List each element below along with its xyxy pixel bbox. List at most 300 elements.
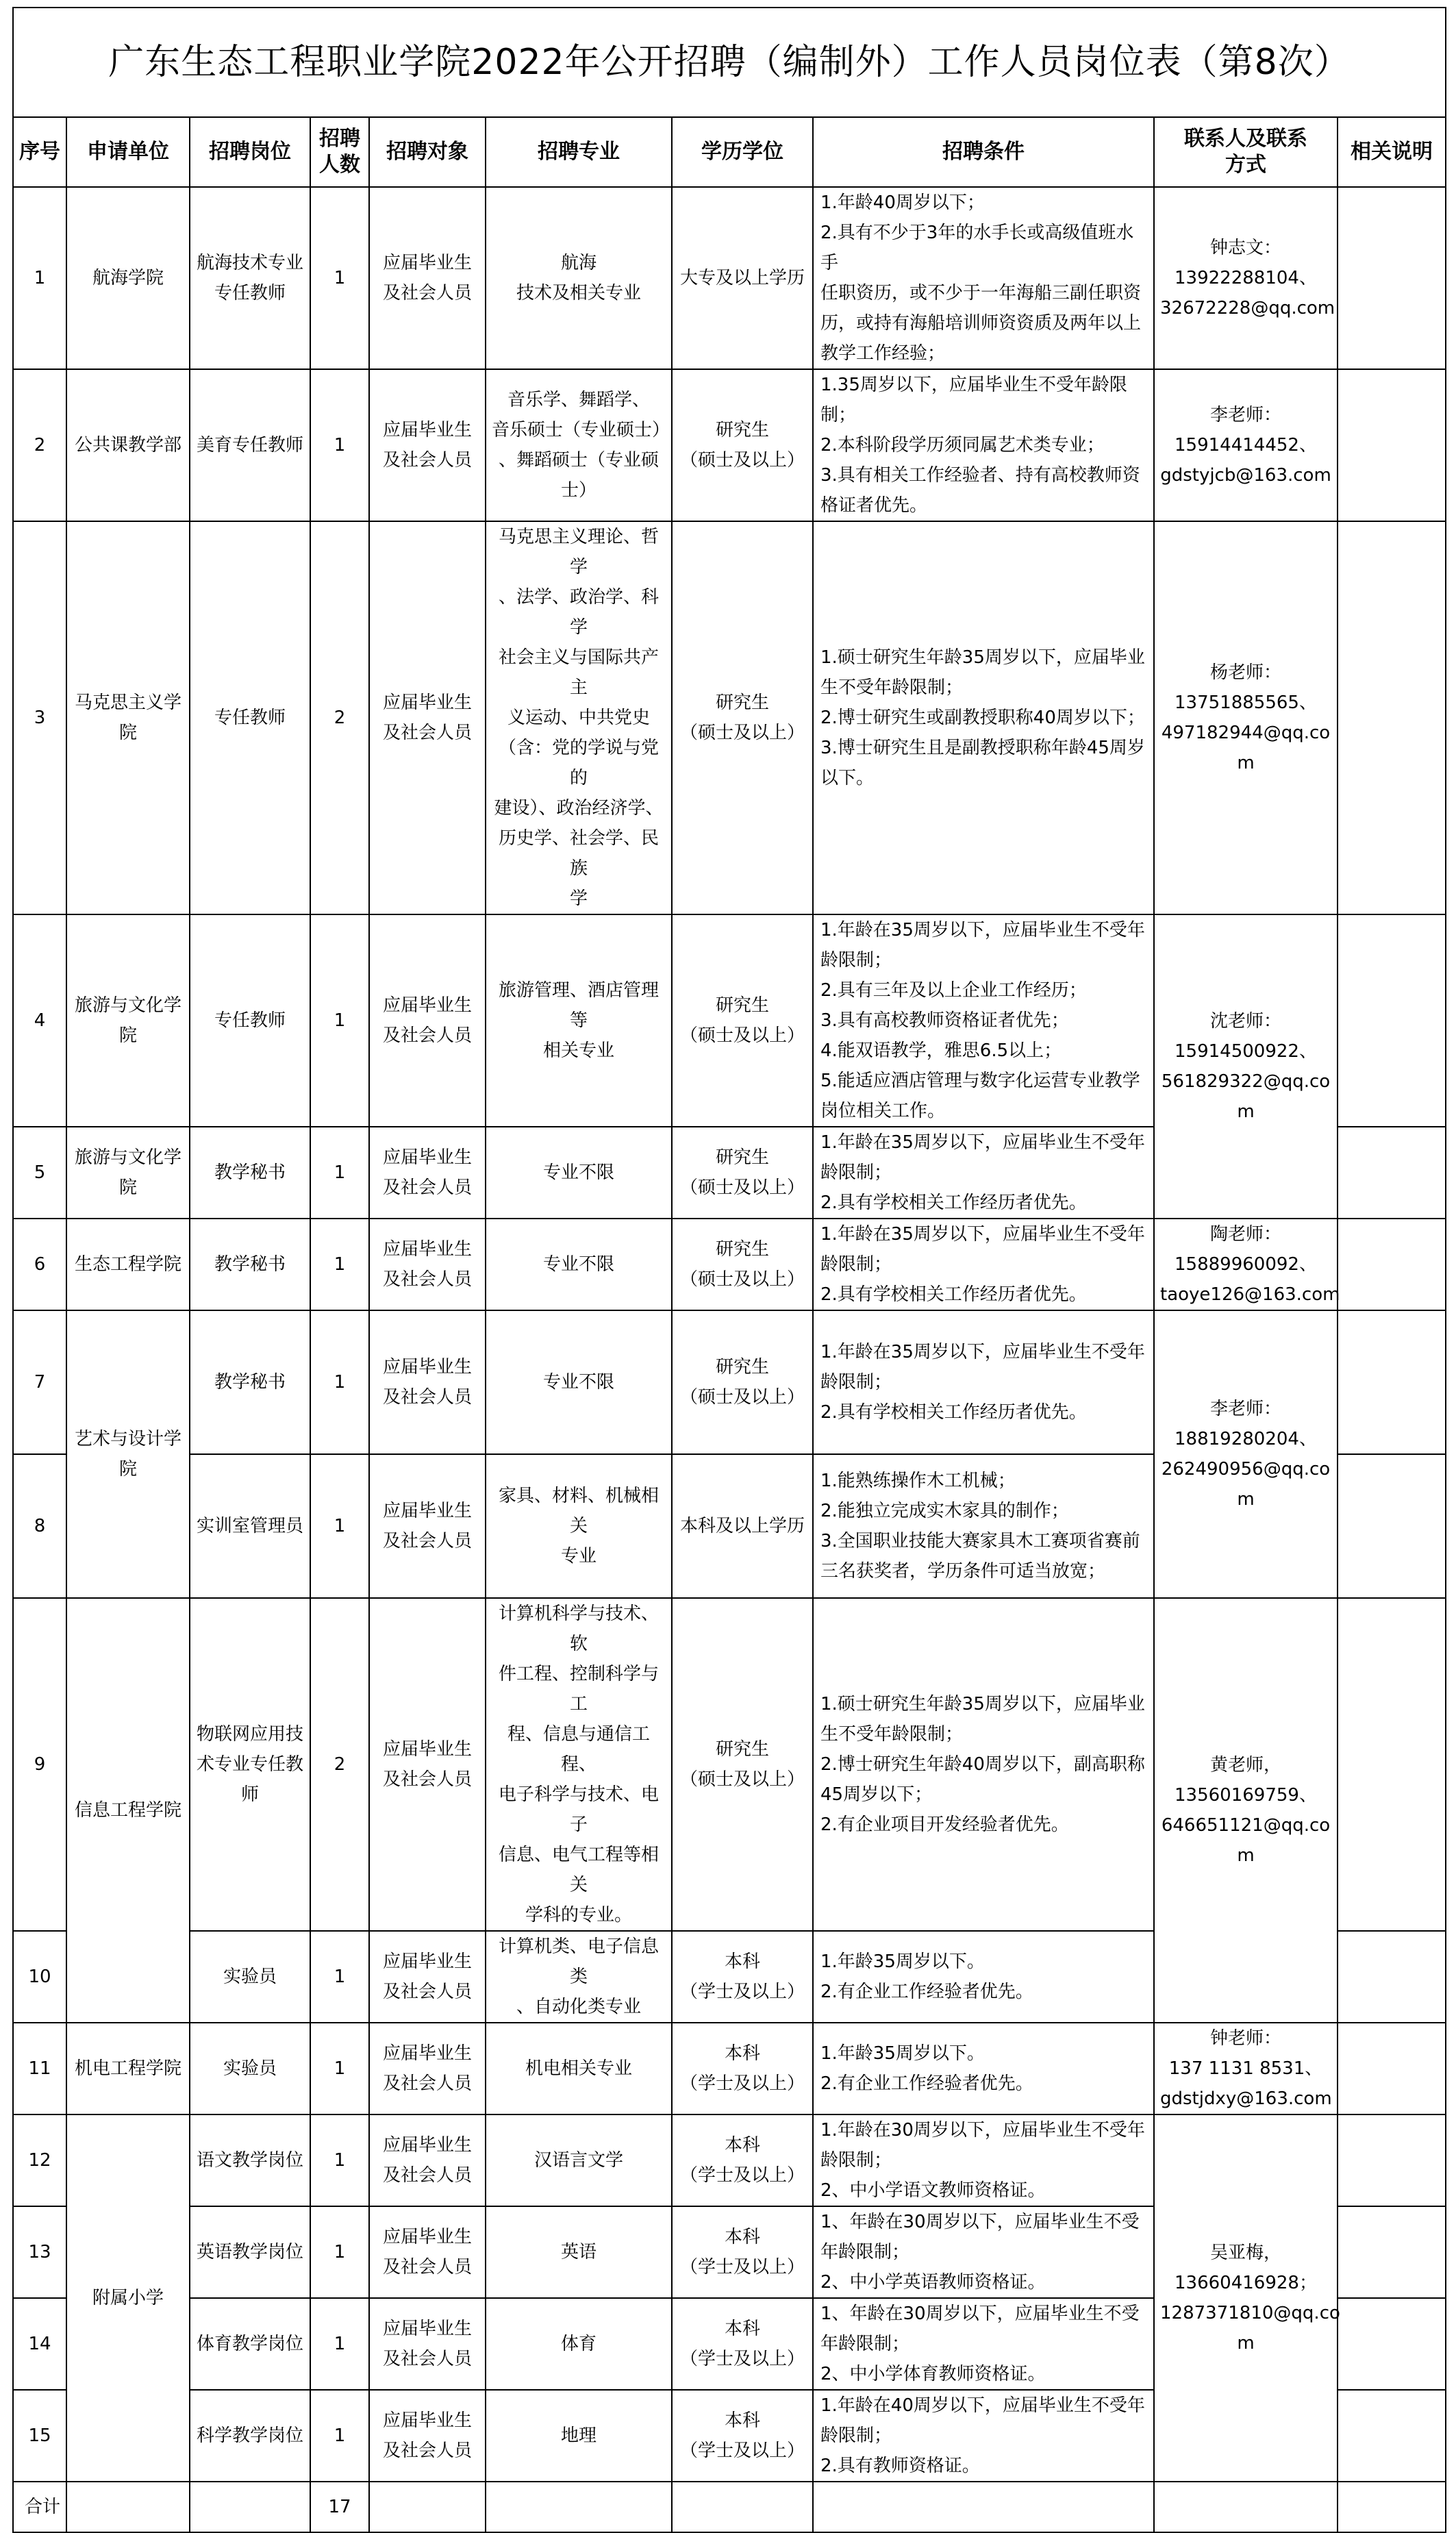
recruitment-table-sheet bbox=[12, 7, 1445, 2533]
major-cell-line: 音乐硕士（专业硕士） bbox=[492, 420, 670, 440]
row-no: 3 bbox=[13, 521, 66, 914]
unit-cell bbox=[66, 369, 190, 521]
post-cell-line: 教学秘书 bbox=[214, 1372, 286, 1393]
conditions-cell bbox=[813, 2206, 1154, 2298]
target-cell-line: 及社会人员 bbox=[382, 2073, 472, 2094]
count-cell: 1 bbox=[310, 2206, 369, 2298]
major-cell-line: 机电相关专业 bbox=[525, 2058, 632, 2079]
header-contact-line: 联系人及联系 bbox=[1184, 127, 1307, 151]
unit-cell-line: 院 bbox=[118, 723, 137, 743]
degree-cell-line: 大专及以上学历 bbox=[679, 268, 805, 288]
recruitment-table bbox=[12, 7, 1446, 2533]
major-cell bbox=[486, 521, 672, 914]
row-no: 6 bbox=[13, 1219, 66, 1310]
conditions-cell-line: 年龄限制； bbox=[820, 2334, 910, 2354]
unit-cell-line: 航海学院 bbox=[92, 268, 164, 288]
target-cell bbox=[369, 1127, 486, 1219]
target-cell bbox=[369, 187, 486, 369]
conditions-cell-line: 2.有企业工作经验者优先。 bbox=[820, 1982, 1033, 2002]
row-no: 15 bbox=[13, 2390, 66, 2482]
conditions-cell-line: 2、中小学英语教师资格证。 bbox=[820, 2272, 1046, 2293]
contact-cell-line: 32672228@qq.com bbox=[1160, 298, 1335, 319]
row-no: 4 bbox=[13, 914, 66, 1127]
target-cell bbox=[369, 2114, 486, 2206]
header-major: 招聘专业 bbox=[486, 117, 672, 187]
conditions-cell-line: 2.博士研究生年龄40周岁以下，副高职称 bbox=[820, 1754, 1145, 1775]
target-cell-line: 应届毕业生 bbox=[382, 692, 472, 713]
major-cell bbox=[486, 1127, 672, 1219]
degree-cell bbox=[672, 521, 813, 914]
target-cell-line: 及社会人员 bbox=[382, 1177, 472, 1198]
post-cell bbox=[190, 187, 310, 369]
header-count bbox=[310, 117, 369, 187]
target-cell-line: 及社会人员 bbox=[382, 1531, 472, 1551]
empty-cell bbox=[190, 2482, 310, 2532]
notes-cell bbox=[1338, 2023, 1446, 2114]
target-cell bbox=[369, 914, 486, 1127]
degree-cell-line: （学士及以上） bbox=[679, 2441, 805, 2461]
target-cell-line: 应届毕业生 bbox=[382, 2319, 472, 2339]
post-cell-line: 英语教学岗位 bbox=[196, 2242, 303, 2262]
degree-cell-line: 研究生 bbox=[715, 1239, 769, 1260]
unit-cell bbox=[66, 1310, 190, 1598]
post-cell bbox=[190, 2390, 310, 2482]
conditions-cell-line: 1.年龄在35周岁以下，应届毕业生不受年 bbox=[820, 1342, 1145, 1362]
post-cell bbox=[190, 1310, 310, 1454]
header-contact bbox=[1154, 117, 1338, 187]
degree-cell bbox=[672, 1931, 813, 2023]
unit-cell bbox=[66, 1219, 190, 1310]
conditions-cell-line: 2.有企业项目开发经验者优先。 bbox=[820, 1814, 1069, 1835]
target-cell-line: 及社会人员 bbox=[382, 2441, 472, 2461]
post-cell bbox=[190, 1219, 310, 1310]
major-cell bbox=[486, 2114, 672, 2206]
major-cell-line: 家具、材料、机械相关 bbox=[498, 1486, 659, 1536]
target-cell bbox=[369, 521, 486, 914]
degree-cell-line: 研究生 bbox=[715, 1739, 769, 1760]
conditions-cell-line: 1.年龄在30周岁以下，应届毕业生不受年 bbox=[820, 2120, 1145, 2141]
degree-cell-line: （硕士及以上） bbox=[679, 1177, 805, 1198]
degree-cell-line: 研究生 bbox=[715, 1147, 769, 1168]
conditions-cell-line: 2.具有学校相关工作经历者优先。 bbox=[820, 1193, 1087, 1213]
row-no: 10 bbox=[13, 1931, 66, 2023]
target-cell-line: 应届毕业生 bbox=[382, 1951, 472, 1972]
contact-cell-line: 137 1131 8531、 bbox=[1168, 2058, 1323, 2079]
row-no: 12 bbox=[13, 2114, 66, 2206]
conditions-cell-line: 1.年龄35周岁以下。 bbox=[820, 1951, 985, 1972]
count-cell: 1 bbox=[310, 914, 369, 1127]
post-cell bbox=[190, 521, 310, 914]
major-cell-line: 音乐学、舞蹈学、 bbox=[507, 390, 650, 410]
degree-cell-line: （学士及以上） bbox=[679, 2349, 805, 2369]
major-cell bbox=[486, 187, 672, 369]
unit-cell bbox=[66, 914, 190, 1127]
major-cell-line: 义运动、中共党史 bbox=[507, 708, 650, 728]
header-conditions: 招聘条件 bbox=[813, 117, 1154, 187]
target-cell-line: 应届毕业生 bbox=[382, 2227, 472, 2247]
total-label: 合计 bbox=[13, 2482, 66, 2532]
unit-cell bbox=[66, 1598, 190, 2023]
contact-cell-line: 李老师： bbox=[1209, 405, 1281, 425]
contact-cell-line: gdstjdxy@163.com bbox=[1160, 2088, 1332, 2109]
target-cell bbox=[369, 369, 486, 521]
degree-cell-line: 本科 bbox=[724, 2043, 760, 2064]
conditions-cell-line: 龄限制； bbox=[820, 2425, 892, 2446]
target-cell bbox=[369, 1931, 486, 2023]
target-cell bbox=[369, 2298, 486, 2390]
conditions-cell-line: 1.35周岁以下，应届毕业生不受年龄限 bbox=[820, 375, 1127, 395]
row-no: 9 bbox=[13, 1598, 66, 1931]
conditions-cell-line: 2.博士研究生或副教授职称40周岁以下； bbox=[820, 708, 1145, 728]
major-cell-line: 计算机类、电子信息类 bbox=[498, 1936, 659, 1987]
major-cell-line: 体育 bbox=[560, 2334, 597, 2354]
notes-cell bbox=[1338, 1310, 1446, 1454]
notes-cell bbox=[1338, 187, 1446, 369]
conditions-cell-line: 1.年龄在40周岁以下，应届毕业生不受年 bbox=[820, 2395, 1145, 2416]
contact-cell-line: 沈老师： bbox=[1209, 1011, 1281, 1032]
row-no: 1 bbox=[13, 187, 66, 369]
notes-cell bbox=[1338, 1931, 1446, 2023]
post-cell bbox=[190, 2298, 310, 2390]
unit-cell-line: 院 bbox=[118, 1459, 137, 1480]
contact-cell bbox=[1154, 521, 1338, 914]
conditions-cell bbox=[813, 187, 1154, 369]
notes-cell bbox=[1338, 2206, 1446, 2298]
notes-cell bbox=[1338, 1127, 1446, 1219]
target-cell-line: 及社会人员 bbox=[382, 450, 472, 471]
header-notes: 相关说明 bbox=[1338, 117, 1446, 187]
major-cell-line: 航海 bbox=[560, 253, 597, 273]
contact-cell-line: 1287371810@qq.co bbox=[1160, 2303, 1340, 2323]
contact-cell-line: 497182944@qq.co bbox=[1161, 723, 1331, 743]
target-cell bbox=[369, 1454, 486, 1598]
conditions-cell-line: 3.具有高校教师资格证者优先； bbox=[820, 1010, 1069, 1031]
major-cell-line: 汉语言文学 bbox=[534, 2150, 623, 2171]
table-row bbox=[13, 914, 1446, 1127]
target-cell-line: 及社会人员 bbox=[382, 1387, 472, 1408]
target-cell-line: 及社会人员 bbox=[382, 723, 472, 743]
table-title: 广东生态工程职业学院2022年公开招聘（编制外）工作人员岗位表（第8次） bbox=[13, 8, 1446, 117]
unit-cell-line: 公共课教学部 bbox=[74, 435, 181, 456]
post-cell bbox=[190, 2206, 310, 2298]
unit-cell-line: 信息工程学院 bbox=[74, 1800, 181, 1821]
empty-cell bbox=[813, 2482, 1154, 2532]
degree-cell bbox=[672, 2298, 813, 2390]
post-cell-line: 专任教师 bbox=[214, 283, 286, 303]
notes-cell bbox=[1338, 1454, 1446, 1598]
unit-cell bbox=[66, 521, 190, 914]
conditions-cell-line: 1.年龄在35周岁以下，应届毕业生不受年 bbox=[820, 920, 1145, 940]
major-cell bbox=[486, 369, 672, 521]
conditions-cell-line: 2.具有教师资格证。 bbox=[820, 2456, 980, 2476]
empty-cell bbox=[486, 2482, 672, 2532]
contact-cell-line: 18819280204、 bbox=[1175, 1429, 1317, 1449]
post-cell-line: 实验员 bbox=[223, 2058, 277, 2079]
target-cell-line: 及社会人员 bbox=[382, 2165, 472, 2186]
count-cell: 2 bbox=[310, 521, 369, 914]
degree-cell bbox=[672, 2390, 813, 2482]
post-cell bbox=[190, 1931, 310, 2023]
post-cell bbox=[190, 2114, 310, 2206]
major-cell-line: 件工程、控制科学与工 bbox=[498, 1664, 659, 1714]
count-cell: 1 bbox=[310, 1931, 369, 2023]
table-row bbox=[13, 1310, 1446, 1454]
post-cell-line: 航海技术专业 bbox=[196, 253, 303, 273]
contact-cell-line: 561829322@qq.co bbox=[1161, 1071, 1331, 1092]
degree-cell-line: 本科 bbox=[724, 1951, 760, 1972]
row-no: 5 bbox=[13, 1127, 66, 1219]
header-target: 招聘对象 bbox=[369, 117, 486, 187]
count-cell: 2 bbox=[310, 1598, 369, 1931]
degree-cell-line: 研究生 bbox=[715, 1357, 769, 1377]
conditions-cell-line: 年龄限制； bbox=[820, 2242, 910, 2262]
count-cell: 1 bbox=[310, 2023, 369, 2114]
conditions-cell-line: 2、中小学体育教师资格证。 bbox=[820, 2364, 1046, 2384]
total-row bbox=[13, 2482, 1446, 2532]
major-cell bbox=[486, 914, 672, 1127]
row-no: 8 bbox=[13, 1454, 66, 1598]
degree-cell bbox=[672, 2114, 813, 2206]
count-cell: 1 bbox=[310, 1127, 369, 1219]
conditions-cell-line: 1.年龄35周岁以下。 bbox=[820, 2043, 985, 2064]
target-cell-line: 应届毕业生 bbox=[382, 2410, 472, 2431]
target-cell-line: 应届毕业生 bbox=[382, 420, 472, 440]
major-cell-line: 士） bbox=[560, 480, 597, 501]
major-cell bbox=[486, 2298, 672, 2390]
major-cell-line: 电子科学与技术、电子 bbox=[498, 1784, 659, 1835]
post-cell-line: 美育专任教师 bbox=[196, 435, 303, 456]
contact-cell bbox=[1154, 1310, 1338, 1598]
conditions-cell-line: 2.具有不少于3年的水手长或高级值班水手 bbox=[820, 223, 1134, 273]
table-row bbox=[13, 187, 1446, 369]
table-row bbox=[13, 2023, 1446, 2114]
major-cell bbox=[486, 2390, 672, 2482]
notes-cell bbox=[1338, 914, 1446, 1127]
unit-cell bbox=[66, 2114, 190, 2482]
unit-cell-line: 旅游与文化学 bbox=[74, 995, 181, 1016]
target-cell-line: 及社会人员 bbox=[382, 2349, 472, 2369]
count-cell: 1 bbox=[310, 187, 369, 369]
conditions-cell-line: 2.本科阶段学历须同属艺术类专业； bbox=[820, 435, 1105, 456]
target-cell-line: 应届毕业生 bbox=[382, 1501, 472, 1521]
header-no: 序号 bbox=[13, 117, 66, 187]
contact-cell-line: m bbox=[1237, 1845, 1255, 1866]
table-row bbox=[13, 1598, 1446, 1931]
major-cell-line: 计算机科学与技术、软 bbox=[498, 1604, 659, 1654]
empty-cell bbox=[1338, 2482, 1446, 2532]
contact-cell-line: 646651121@qq.co bbox=[1161, 1815, 1331, 1836]
degree-cell-line: 本科 bbox=[724, 2135, 760, 2156]
count-cell: 1 bbox=[310, 2390, 369, 2482]
conditions-cell-line: 1、年龄在30周岁以下，应届毕业生不受 bbox=[820, 2304, 1140, 2324]
degree-cell-line: 本科 bbox=[724, 2227, 760, 2247]
notes-cell bbox=[1338, 1219, 1446, 1310]
contact-cell bbox=[1154, 2114, 1338, 2482]
post-cell-line: 术专业专任教 bbox=[196, 1754, 303, 1775]
contact-cell-line: taoye126@163.com bbox=[1160, 1284, 1340, 1305]
target-cell-line: 应届毕业生 bbox=[382, 2135, 472, 2156]
major-cell bbox=[486, 1931, 672, 2023]
degree-cell-line: （学士及以上） bbox=[679, 1982, 805, 2002]
major-cell-line: 信息、电气工程等相关 bbox=[498, 1845, 659, 1895]
degree-cell-line: （学士及以上） bbox=[679, 2165, 805, 2186]
conditions-cell-line: 岗位相关工作。 bbox=[820, 1101, 946, 1121]
contact-cell-line: 262490956@qq.co bbox=[1161, 1459, 1331, 1480]
contact-cell-line: m bbox=[1237, 753, 1255, 773]
target-cell-line: 及社会人员 bbox=[382, 2257, 472, 2278]
degree-cell-line: 本科及以上学历 bbox=[679, 1516, 805, 1536]
contact-cell bbox=[1154, 1598, 1338, 2023]
conditions-cell-line: 3.具有相关工作经验者、持有高校教师资 bbox=[820, 465, 1140, 486]
post-cell bbox=[190, 1598, 310, 1931]
conditions-cell bbox=[813, 914, 1154, 1127]
major-cell-line: 程、信息与通信工程、 bbox=[507, 1724, 650, 1775]
count-cell: 1 bbox=[310, 1454, 369, 1598]
conditions-cell-line: 1.年龄在35周岁以下，应届毕业生不受年 bbox=[820, 1132, 1145, 1153]
degree-cell bbox=[672, 1454, 813, 1598]
unit-cell-line: 生态工程学院 bbox=[74, 1254, 181, 1275]
table-row bbox=[13, 2114, 1446, 2206]
degree-cell-line: 研究生 bbox=[715, 995, 769, 1016]
count-cell: 1 bbox=[310, 369, 369, 521]
contact-cell-line: 13560169759、 bbox=[1175, 1785, 1317, 1806]
row-no: 7 bbox=[13, 1310, 66, 1454]
conditions-cell-line: 2.具有学校相关工作经历者优先。 bbox=[820, 1402, 1087, 1423]
major-cell-line: 专业 bbox=[560, 1546, 597, 1567]
table-row bbox=[13, 369, 1446, 521]
table-row bbox=[13, 521, 1446, 914]
notes-cell bbox=[1338, 2298, 1446, 2390]
unit-cell bbox=[66, 2023, 190, 2114]
post-cell-line: 专任教师 bbox=[214, 1010, 286, 1031]
contact-cell-line: 钟志文： bbox=[1209, 238, 1281, 258]
unit-cell bbox=[66, 1127, 190, 1219]
degree-cell bbox=[672, 2206, 813, 2298]
post-cell bbox=[190, 2023, 310, 2114]
target-cell bbox=[369, 1219, 486, 1310]
header-row bbox=[13, 117, 1446, 187]
contact-cell-line: 杨老师： bbox=[1209, 662, 1281, 683]
row-no: 2 bbox=[13, 369, 66, 521]
major-cell-line: 学科的专业。 bbox=[525, 1905, 632, 1925]
unit-cell-line: 附属小学 bbox=[92, 2288, 164, 2308]
post-cell bbox=[190, 1127, 310, 1219]
contact-cell-line: 钟老师： bbox=[1209, 2028, 1281, 2049]
major-cell-line: 社会主义与国际共产主 bbox=[498, 647, 659, 698]
count-cell: 1 bbox=[310, 1219, 369, 1310]
post-cell-line: 专任教师 bbox=[214, 708, 286, 728]
degree-cell-line: （硕士及以上） bbox=[679, 450, 805, 471]
conditions-cell-line: 1.能熟练操作木工机械； bbox=[820, 1471, 1016, 1491]
major-cell-line: 、舞蹈硕士（专业硕 bbox=[498, 450, 659, 471]
count-cell: 1 bbox=[310, 1310, 369, 1454]
contact-cell-line: 李老师： bbox=[1209, 1399, 1281, 1419]
major-cell-line: 专业不限 bbox=[542, 1162, 614, 1183]
empty-cell bbox=[1154, 2482, 1338, 2532]
degree-cell-line: （硕士及以上） bbox=[679, 723, 805, 743]
target-cell-line: 及社会人员 bbox=[382, 1769, 472, 1790]
target-cell-line: 及社会人员 bbox=[382, 1025, 472, 1046]
conditions-cell-line: 1、年龄在30周岁以下，应届毕业生不受 bbox=[820, 2212, 1140, 2232]
degree-cell-line: （学士及以上） bbox=[679, 2257, 805, 2278]
target-cell-line: 及社会人员 bbox=[382, 1982, 472, 2002]
post-cell bbox=[190, 369, 310, 521]
target-cell bbox=[369, 2390, 486, 2482]
degree-cell-line: （硕士及以上） bbox=[679, 1025, 805, 1046]
conditions-cell-line: 2.有企业工作经验者优先。 bbox=[820, 2073, 1033, 2094]
contact-cell bbox=[1154, 2023, 1338, 2114]
target-cell-line: 应届毕业生 bbox=[382, 1357, 472, 1377]
notes-cell bbox=[1338, 1598, 1446, 1931]
header-contact-line: 方式 bbox=[1225, 153, 1266, 177]
conditions-cell bbox=[813, 1310, 1154, 1454]
post-cell-line: 物联网应用技 bbox=[196, 1724, 303, 1745]
contact-cell bbox=[1154, 914, 1338, 1219]
table-row bbox=[13, 1219, 1446, 1310]
target-cell-line: 应届毕业生 bbox=[382, 253, 472, 273]
degree-cell-line: （硕士及以上） bbox=[679, 1769, 805, 1790]
target-cell-line: 应届毕业生 bbox=[382, 995, 472, 1016]
major-cell-line: 、法学、政治学、科学 bbox=[498, 587, 659, 638]
conditions-cell-line: 三名获奖者，学历条件可适当放宽； bbox=[820, 1561, 1106, 1582]
conditions-cell-line: 1.年龄在35周岁以下，应届毕业生不受年 bbox=[820, 1224, 1145, 1245]
major-cell bbox=[486, 1219, 672, 1310]
header-count-line: 招聘 bbox=[319, 127, 360, 151]
conditions-cell-line: 任职资历，或不少于一年海船三副任职资 bbox=[820, 283, 1142, 303]
target-cell bbox=[369, 1310, 486, 1454]
conditions-cell-line: 龄限制； bbox=[820, 950, 892, 971]
conditions-cell-line: 历，或持有海船培训师资资质及两年以上 bbox=[820, 313, 1142, 334]
conditions-cell bbox=[813, 2390, 1154, 2482]
conditions-cell-line: 生不受年龄限制； bbox=[820, 1724, 964, 1745]
post-cell-line: 教学秘书 bbox=[214, 1254, 286, 1275]
total-count: 17 bbox=[310, 2482, 369, 2532]
major-cell-line: 专业不限 bbox=[542, 1372, 614, 1393]
post-cell-line: 实验员 bbox=[223, 1967, 277, 1987]
major-cell bbox=[486, 2206, 672, 2298]
major-cell bbox=[486, 1454, 672, 1598]
degree-cell bbox=[672, 2023, 813, 2114]
post-cell-line: 体育教学岗位 bbox=[196, 2334, 303, 2354]
contact-cell bbox=[1154, 1219, 1338, 1310]
header-unit: 申请单位 bbox=[66, 117, 190, 187]
empty-cell bbox=[369, 2482, 486, 2532]
empty-cell bbox=[672, 2482, 813, 2532]
target-cell-line: 应届毕业生 bbox=[382, 1239, 472, 1260]
target-cell bbox=[369, 2023, 486, 2114]
target-cell bbox=[369, 2206, 486, 2298]
empty-cell bbox=[66, 2482, 190, 2532]
conditions-cell-line: 5.能适应酒店管理与数字化运营专业教学 bbox=[820, 1071, 1140, 1091]
conditions-cell bbox=[813, 369, 1154, 521]
header-post: 招聘岗位 bbox=[190, 117, 310, 187]
post-cell-line: 语文教学岗位 bbox=[196, 2150, 303, 2171]
degree-cell bbox=[672, 1598, 813, 1931]
target-cell-line: 应届毕业生 bbox=[382, 1147, 472, 1168]
major-cell bbox=[486, 1598, 672, 1931]
conditions-cell-line: 格证者优先。 bbox=[820, 495, 928, 516]
degree-cell bbox=[672, 914, 813, 1127]
header-degree: 学历学位 bbox=[672, 117, 813, 187]
conditions-cell-line: 龄限制； bbox=[820, 1372, 892, 1393]
degree-cell bbox=[672, 1127, 813, 1219]
post-cell-line: 教学秘书 bbox=[214, 1162, 286, 1183]
major-cell-line: 相关专业 bbox=[542, 1040, 614, 1061]
degree-cell-line: 研究生 bbox=[715, 420, 769, 440]
conditions-cell bbox=[813, 1454, 1154, 1598]
conditions-cell-line: 生不受年龄限制； bbox=[820, 677, 964, 698]
unit-cell-line: 旅游与文化学 bbox=[74, 1147, 181, 1168]
